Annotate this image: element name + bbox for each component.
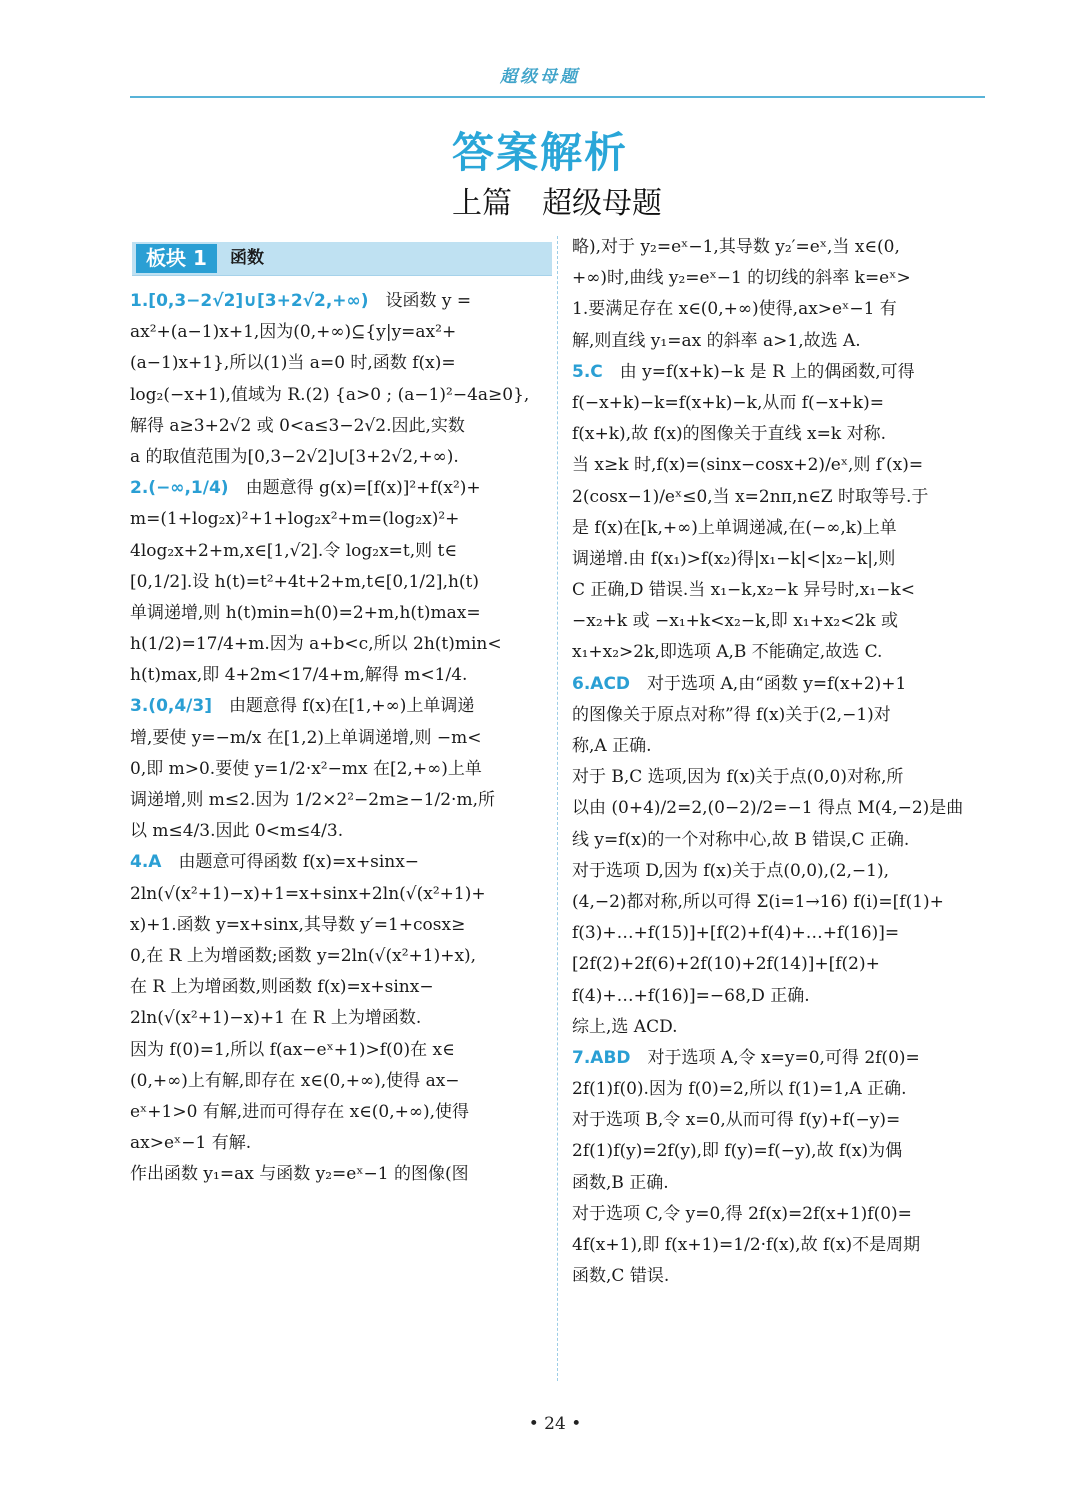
explanation-text: 2ln(√(x²+1)−x)+1=x+sinx+2ln(√(x²+1)+ — [130, 883, 486, 904]
answer-text-line — [572, 1136, 992, 1167]
explanation-text: [2f(2)+2f(6)+2f(10)+2f(14)]+[f(2)+ — [572, 954, 880, 975]
answer-text-line — [572, 887, 992, 918]
answer-text-line — [130, 442, 550, 473]
answer-key: A — [148, 852, 179, 873]
answer-text-line — [130, 723, 550, 754]
answer-text-line — [130, 816, 550, 847]
explanation-text: (0,+∞)上有解,即存在 x∈(0,+∞),使得 ax− — [130, 1070, 460, 1091]
explanation-text: 2f(1)f(y)=2f(y),即 f(y)=f(−y),故 f(x)为偶 — [572, 1141, 903, 1162]
explanation-text: 在 R 上为增函数,则函数 f(x)=x+sinx− — [130, 977, 434, 998]
answer-text-line — [130, 1003, 550, 1034]
explanation-text: 由 y=f(x+k)−k 是 R 上的偶函数,可得 — [619, 361, 915, 382]
answer-text-line — [572, 482, 992, 513]
answer-text-line — [130, 785, 550, 816]
answer-text-line — [572, 949, 992, 980]
explanation-text: 调递增.由 f(x₁)>f(x₂)得|x₁−k|<|x₂−k|,则 — [572, 548, 896, 569]
question-number: 3. — [130, 696, 149, 717]
answer-key: (−∞,1/4) — [148, 478, 246, 499]
answer-text-line — [572, 357, 992, 388]
answer-text-line — [572, 1230, 992, 1261]
answer-analysis-title: 答案解析 — [451, 128, 628, 177]
explanation-text: 4log₂x+2+m,x∈[1,√2].令 log₂x=t,则 t∈ — [130, 540, 457, 561]
explanation-text: 以由 (0+4)/2=2,(0−2)/2=−1 得点 M(4,−2)是曲 — [572, 798, 964, 819]
answer-text-line — [572, 700, 992, 731]
explanation-text: 2(cosx−1)/eˣ≤0,当 x=2nπ,n∈Z 时取等号.于 — [572, 486, 929, 507]
explanation-text: 略),对于 y₂=eˣ−1,其导数 y₂′=eˣ,当 x∈(0, — [572, 237, 900, 257]
answer-text-line — [130, 380, 550, 411]
explanation-text: x₁+x₂>2k,即选项 A,B 不能确定,故选 C. — [572, 642, 883, 663]
explanation-text: 设函数 y = — [385, 291, 472, 311]
explanation-text: 2ln(√(x²+1)−x)+1 在 R 上为增函数. — [130, 1008, 422, 1029]
answer-key: ACD — [590, 673, 648, 694]
answer-text-line — [130, 1097, 550, 1128]
explanation-text: 单调递增,则 h(t)min=h(0)=2+m,h(t)max= — [130, 602, 481, 623]
explanation-text: f(3)+…+f(15)]+[f(2)+f(4)+…+f(16)]= — [572, 923, 900, 944]
answer-text-line — [572, 1012, 992, 1043]
answer-text-line — [130, 504, 550, 535]
explanation-text: +∞)时,曲线 y₂=eˣ−1 的切线的斜率 k=eˣ> — [572, 268, 911, 289]
explanation-text: 4f(x+1),即 f(x+1)=1/2·f(x),故 f(x)不是周期 — [572, 1235, 921, 1255]
explanation-text: (4,−2)都对称,所以可得 Σ(i=1→16) f(i)=[f(1)+ — [572, 891, 944, 912]
explanation-text: 对于选项 C,令 y=0,得 2f(x)=2f(x+1)f(0)= — [572, 1203, 912, 1224]
question-number: 7. — [572, 1047, 591, 1068]
answer-text-line — [572, 294, 992, 325]
answer-text-line — [130, 411, 550, 442]
part-name: 超级母题 — [542, 186, 662, 221]
answer-text-line — [572, 1199, 992, 1230]
explanation-text: 2f(1)f(0).因为 f(0)=2,所以 f(1)=1,A 正确. — [572, 1079, 907, 1100]
left-column — [130, 286, 550, 1190]
answer-text-line — [572, 762, 992, 793]
answer-text-line — [572, 326, 992, 357]
answer-text-line — [130, 1035, 550, 1066]
explanation-text: 0,即 m>0.要使 y=1/2·x²−mx 在[2,+∞)上单 — [130, 758, 482, 779]
answer-text-line — [130, 473, 550, 504]
answer-text-line — [130, 879, 550, 910]
explanation-text: m=(1+log₂x)²+1+log₂x²+m=(log₂x)²+ — [130, 509, 460, 530]
answer-text-line — [572, 856, 992, 887]
explanation-text: eˣ+1>0 有解,进而可得存在 x∈(0,+∞),使得 — [130, 1101, 470, 1122]
explanation-text: 对于选项 A,由“函数 y=f(x+2)+1 — [647, 673, 907, 694]
explanation-text: 函数,C 错误. — [572, 1266, 670, 1287]
explanation-text: 由题意可得函数 f(x)=x+sinx− — [178, 852, 420, 873]
question-number: 5. — [572, 361, 591, 382]
answer-text-line — [130, 1066, 550, 1097]
answer-text-line — [130, 317, 550, 348]
explanation-text: C 正确,D 错误.当 x₁−k,x₂−k 异号时,x₁−k< — [572, 580, 915, 601]
explanation-text: 对于选项 A,令 x=y=0,可得 2f(0)= — [647, 1047, 920, 1068]
explanation-text: f(−x+k)−k=f(x+k)−k,从而 f(−x+k)= — [572, 392, 884, 413]
answer-text-line — [572, 388, 992, 419]
answer-text-line — [572, 793, 992, 824]
column-divider — [557, 236, 558, 1381]
explanation-text: 综上,选 ACD. — [572, 1016, 678, 1037]
explanation-text: 0,在 R 上为增函数;函数 y=2ln(√(x²+1)+x), — [130, 945, 477, 966]
answer-text-line — [130, 941, 550, 972]
answer-text-line — [572, 669, 992, 700]
explanation-text: 由题意得 f(x)在[1,+∞)上单调递 — [229, 696, 475, 717]
explanation-text: 作出函数 y₁=ax 与函数 y₂=eˣ−1 的图像(图 — [130, 1164, 469, 1185]
explanation-text: 是 f(x)在[k,+∞)上单调递减,在(−∞,k)上单 — [572, 517, 897, 538]
answer-text-line — [572, 544, 992, 575]
explanation-text: 1.要满足存在 x∈(0,+∞)使得,ax>eˣ−1 有 — [572, 299, 897, 320]
question-number: 6. — [572, 673, 591, 694]
question-number: 2. — [130, 478, 149, 499]
explanation-text: f(x+k),故 f(x)的图像关于直线 x=k 对称. — [572, 424, 886, 445]
answer-text-line — [572, 1168, 992, 1199]
explanation-text: log₂(−x+1),值域为 R.(2) {a>0 ; (a−1)²−4a≥0}, — [130, 384, 530, 405]
answer-text-line — [572, 731, 992, 762]
explanation-text: 调递增,则 m≤2.因为 1/2×2²−2m≥−1/2·m,所 — [130, 790, 495, 810]
answer-text-line — [572, 232, 992, 263]
answer-text-line — [572, 575, 992, 606]
explanation-text: 对于选项 B,令 x=0,从而可得 f(y)+f(−y)= — [572, 1110, 901, 1131]
answer-text-line — [572, 450, 992, 481]
explanation-text: f(4)+…+f(16)]=−68,D 正确. — [572, 985, 810, 1006]
explanation-text: h(1/2)=17/4+m.因为 a+b<c,所以 2h(t)min< — [130, 634, 502, 655]
answer-key: ABD — [590, 1047, 648, 1068]
question-number: 4. — [130, 852, 149, 873]
explanation-text: (a−1)x+1},所以(1)当 a=0 时,函数 f(x)= — [130, 353, 456, 374]
explanation-text: 线 y=f(x)的一个对称中心,故 B 错误,C 正确. — [572, 829, 910, 850]
header-rule — [130, 96, 985, 98]
explanation-text: 函数,B 正确. — [572, 1172, 669, 1193]
answer-key: [0,3−2√2]∪[3+2√2,+∞) — [148, 291, 386, 311]
explanation-text: 增,要使 y=−m/x 在[1,2)上单调递增,则 −m< — [130, 727, 482, 748]
answer-text-line — [572, 1261, 992, 1292]
explanation-text: x)+1.函数 y=x+sinx,其导数 y′=1+cosx≥ — [130, 914, 466, 935]
explanation-text: 当 x≥k 时,f(x)=(sinx−cosx+2)/eˣ,则 f′(x)= — [572, 455, 924, 476]
answer-text-line — [572, 825, 992, 856]
answer-text-line — [130, 910, 550, 941]
answer-text-line — [572, 263, 992, 294]
explanation-text: 由题意得 g(x)=[f(x)]²+f(x²)+ — [245, 478, 481, 499]
answer-text-line — [572, 606, 992, 637]
answer-key: (0,4/3] — [148, 696, 229, 717]
answer-text-line — [130, 1128, 550, 1159]
running-header-title: 超级母题 — [500, 67, 580, 87]
explanation-text: 以 m≤4/3.因此 0<m≤4/3. — [130, 821, 344, 842]
answer-text-line — [130, 348, 550, 379]
explanation-text: 对于 B,C 选项,因为 f(x)关于点(0,0)对称,所 — [572, 767, 904, 788]
answer-text-line — [130, 754, 550, 785]
section-name: 函数 — [230, 248, 264, 268]
part-title — [0, 178, 1080, 222]
answer-text-line — [130, 536, 550, 567]
explanation-text: 对于选项 D,因为 f(x)关于点(0,0),(2,−1), — [572, 860, 890, 881]
answer-text-line — [130, 567, 550, 598]
answer-text-line — [130, 972, 550, 1003]
answer-text-line — [130, 629, 550, 660]
explanation-text: 因为 f(0)=1,所以 f(ax−eˣ+1)>f(0)在 x∈ — [130, 1039, 455, 1060]
answer-text-line — [572, 1043, 992, 1074]
explanation-text: ax²+(a−1)x+1,因为(0,+∞)⊆{y|y=ax²+ — [130, 322, 457, 343]
answer-text-line — [572, 637, 992, 668]
answer-text-line — [130, 660, 550, 691]
section-banner — [132, 242, 552, 276]
explanation-text: [0,1/2].设 h(t)=t²+4t+2+m,t∈[0,1/2],h(t) — [130, 571, 480, 592]
explanation-text: 解得 a≥3+2√2 或 0<a≤3−2√2.因此,实数 — [130, 415, 465, 436]
explanation-text: −x₂+k 或 −x₁+k<x₂−k,即 x₁+x₂<2k 或 — [572, 611, 899, 632]
answer-text-line — [130, 691, 550, 722]
question-number: 1. — [130, 291, 149, 311]
page-number: • 24 • — [528, 1414, 582, 1434]
answer-text-line — [130, 847, 550, 878]
answer-text-line — [572, 1105, 992, 1136]
answer-text-line — [572, 419, 992, 450]
answer-text-line — [130, 1159, 550, 1190]
answer-text-line — [572, 513, 992, 544]
answer-text-line — [572, 981, 992, 1012]
answer-text-line — [572, 918, 992, 949]
explanation-text: 称,A 正确. — [572, 736, 652, 756]
answer-text-line — [130, 286, 550, 317]
answer-text-line — [130, 598, 550, 629]
part-label: 上篇 — [452, 186, 512, 221]
section-label: 板块 1 — [136, 244, 217, 273]
answer-text-line — [572, 1074, 992, 1105]
explanation-text: 解,则直线 y₁=ax 的斜率 a>1,故选 A. — [572, 330, 861, 351]
explanation-text: 的图像关于原点对称”得 f(x)关于(2,−1)对 — [572, 704, 891, 725]
right-column — [572, 232, 992, 1292]
answer-key: C — [590, 361, 620, 382]
explanation-text: ax>eˣ−1 有解. — [130, 1133, 252, 1154]
explanation-text: a 的取值范围为[0,3−2√2]∪[3+2√2,+∞). — [130, 446, 459, 467]
explanation-text: h(t)max,即 4+2m<17/4+m,解得 m<1/4. — [130, 665, 468, 686]
